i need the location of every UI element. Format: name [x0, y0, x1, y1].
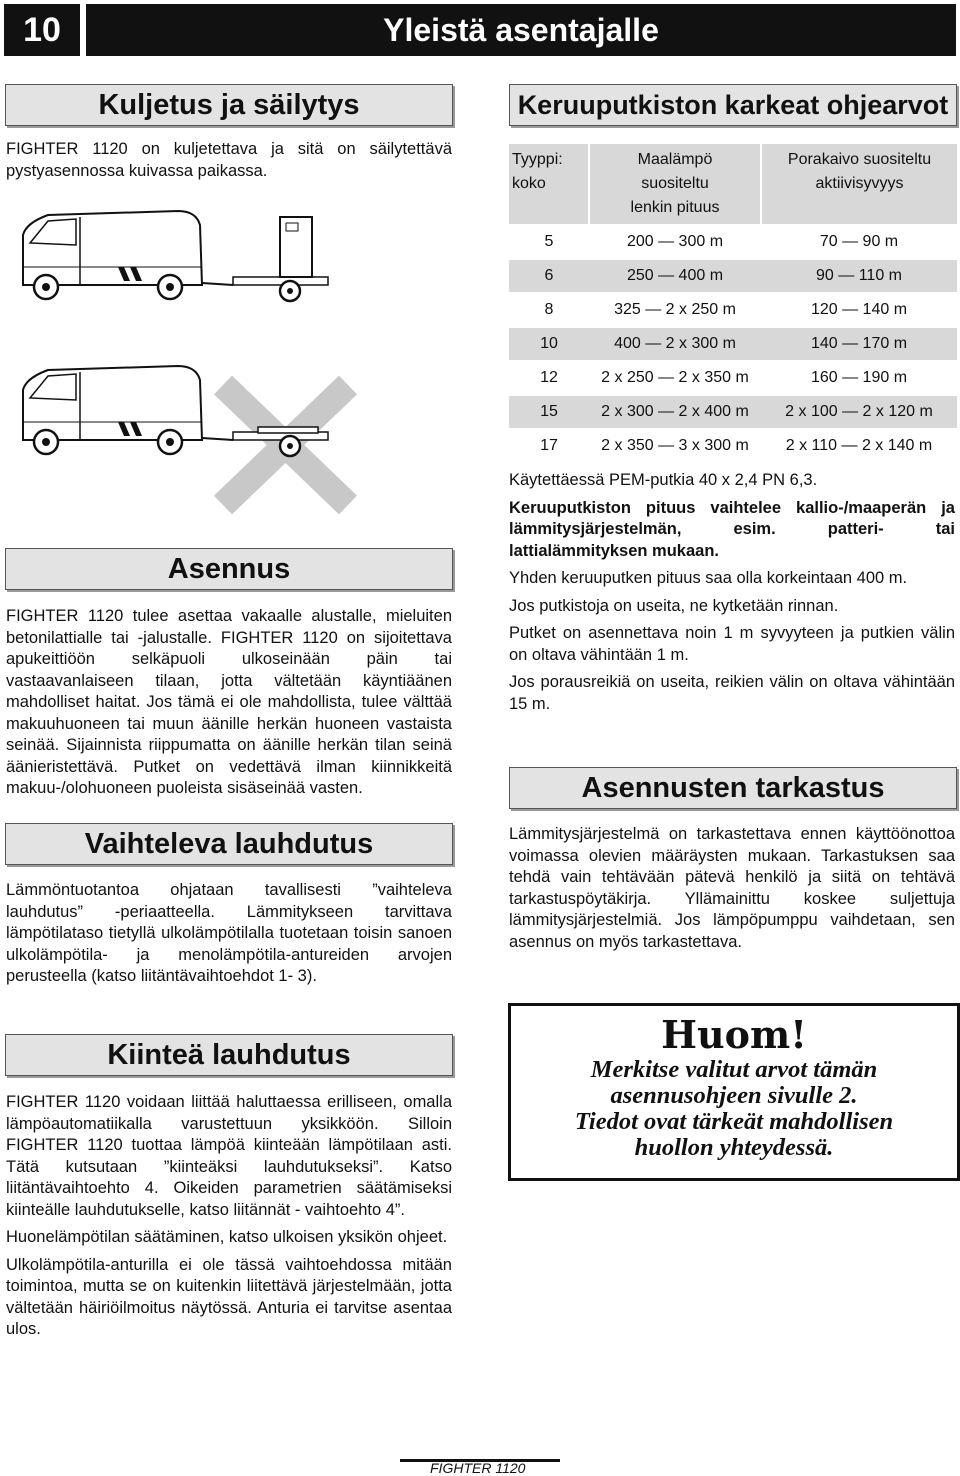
- kiintea-paragraph-1: FIGHTER 1120 voidaan liittää haluttaessa erilliseen, omalla lämpöautomatiikalla varustettuun yksikköön. Silloin FIGHTER 1120 tuottaa lämpöä kiinteään lämpötilaan asti. Tätä kutsutaan ”kiinteäksi lauhdutukseksi”. Katso liitäntävaihtoehto 4. Oikeiden parametrien säätämiseksi kiinteälle lauhdutukselle, katso liitännät - vaihtoehto 4”.: [6, 1093, 452, 1219]
- transport-illustration: [18, 205, 363, 525]
- vaihteleva-lauhdutus-text: Lämmöntuotantoa ohjataan tavallisesti ”vaihteleva lauhdutus” -periaatteella. Lämmitykseen tarvittava lämpötilataso tietyllä ulkolämpötilalla tuotetaan toisin sanoen ulkolämpötila- ja menolämpötila-antureiden arvojen perusteella (katso liitäntävaihtoehdot 1- 3).: [6, 881, 452, 985]
- section-title-asennusten-tarkastus: Asennusten tarkastus: [509, 767, 957, 809]
- asennus-text: FIGHTER 1120 tulee asettaa vakaalle alustalle, mieluiten betonilattialle tai -jalustalle. FIGHTER 1120 on sijoitettava apukeittiöön selkäpuoli ulkoseinään päin tai vastaavanlaiseen tilaan, jotta vältetään käyntiäänen mahdolliset haitat. Jos tämä ei ole mahdollista, tulee välttää makuuhuoneen tai muun äänille herkän huoneen vastaista seinää. Sijainnista riippumatta on äänille herkän tilan seinä äänieristettävä. Putket on vedettävä ilman kiinnikkeitä makuu-/olohuoneen puoleista sisäseinää vasten.: [6, 607, 452, 797]
- kuljetus-text: FIGHTER 1120 on kuljetettava ja sitä on säilytettävä pystyasennossa kuivassa paikassa.: [6, 140, 452, 180]
- keruu-note-4: Jos putkistoja on useita, ne kytketään rinnan.: [509, 596, 839, 615]
- table-header-tyyppi: Tyyppi: koko: [509, 144, 589, 225]
- table-cell: 2 x 300 — 2 x 400 m: [589, 395, 761, 429]
- notice-line: asennusohjeen sivulle 2.: [610, 1082, 858, 1109]
- footer-label: FIGHTER 1120: [430, 1460, 526, 1476]
- table-cell: 2 x 350 — 3 x 300 m: [589, 429, 761, 462]
- table-row: [509, 293, 957, 327]
- keruu-note-6: Jos porausreikiä on useita, reikien välin on oltava vähintään 15 m.: [509, 673, 955, 713]
- notice-line: Merkitse valitut arvot tämän: [590, 1056, 878, 1083]
- table-cell: 2 x 100 — 2 x 120 m: [761, 395, 957, 429]
- table-row: [509, 327, 957, 361]
- section-title-asennus: Asennus: [5, 548, 453, 590]
- table-cell: 325 — 2 x 250 m: [589, 293, 761, 327]
- table-cell: 120 — 140 m: [761, 293, 957, 327]
- section-title-kiintea-lauhdutus: Kiinteä lauhdutus: [5, 1034, 453, 1076]
- table-cell: 17: [509, 429, 589, 462]
- kiintea-paragraph-2: Huonelämpötilan säätäminen, katso ulkoisen yksikön ohjeet.: [6, 1228, 448, 1246]
- kiintea-paragraph-3: Ulkolämpötila-anturilla ei ole tässä vaihtoehdossa mitään toimintoa, mutta se on kuitenkin liitettävä järjestelmään, jotta vältetään häiriöilmoitus näytössä. Anturia ei tarvitse asentaa ulos.: [6, 1255, 452, 1338]
- notice-line: Tiedot ovat tärkeät mahdollisen: [574, 1108, 894, 1135]
- table-cell: 200 — 300 m: [589, 225, 761, 259]
- table-cell: 160 — 190 m: [761, 361, 957, 395]
- table-row: [509, 395, 957, 429]
- table-header-maalampo: Maalämpö suositeltu lenkin pituus: [589, 144, 761, 225]
- table-row: [509, 429, 957, 462]
- table-header-porakaivo: Porakaivo suositeltu aktiivisyvyys: [761, 144, 957, 225]
- keruu-note-1: Käytettäessä PEM-putkia 40 x 2,4 PN 6,3.: [509, 471, 818, 489]
- table-row: [509, 259, 957, 293]
- table-row: [509, 225, 957, 259]
- table-cell: 2 x 250 — 2 x 350 m: [589, 361, 761, 395]
- notice-body: [511, 1057, 957, 1161]
- table-cell: 15: [509, 395, 589, 429]
- table-cell: 400 — 2 x 300 m: [589, 327, 761, 361]
- table-cell: 5: [509, 225, 589, 259]
- table-cell: 90 — 110 m: [761, 259, 957, 293]
- van-lying-illustration: [23, 366, 328, 456]
- table-cell: 12: [509, 361, 589, 395]
- section-title-keruuputkisto: Keruuputkiston karkeat ohjearvot: [509, 84, 957, 126]
- kiintea-lauhdutus-text: [6, 1092, 452, 1347]
- table-cell: 70 — 90 m: [761, 225, 957, 259]
- table-cell: 250 — 400 m: [589, 259, 761, 293]
- keruu-note-5: Putket on asennettava noin 1 m syvyyteen ja putkien välin on oltava vähintään 1 m.: [509, 624, 955, 664]
- table-cell: 8: [509, 293, 589, 327]
- van-upright-illustration: [23, 211, 328, 301]
- notice-title: Huom!: [661, 1012, 807, 1057]
- notice-box: [508, 1003, 960, 1181]
- table-cell: 10: [509, 327, 589, 361]
- table-header-row: [509, 144, 957, 225]
- notice-line: huollon yhteydessä.: [634, 1134, 834, 1161]
- keruu-note-3: Yhden keruuputken pituus saa olla korkeintaan 400 m.: [509, 569, 908, 587]
- section-title-kuljetus: Kuljetus ja säilytys: [5, 84, 453, 126]
- page-title: Yleistä asentajalle: [86, 4, 956, 56]
- page-number: 10: [4, 4, 80, 56]
- table-cell: 140 — 170 m: [761, 327, 957, 361]
- keruuputkisto-notes: [509, 470, 955, 721]
- table-cell: 6: [509, 259, 589, 293]
- asennusten-tarkastus-text: Lämmitysjärjestelmä on tarkastettava ennen käyttöönottoa voimassa olevien määräysten mukaan. Tarkastuksen saa tehdä vain tehtävään pätevä henkilö ja siitä on tehtävä tarkastuspöytäkirja. Yllämainittu koskee suljettuja lämmitysjärjestelmiä. Jos lämpöpumppu vaihdetaan, sen asennus on myös tarkastettava.: [509, 825, 955, 951]
- section-title-vaihteleva-lauhdutus: Vaihteleva lauhdutus: [5, 823, 453, 865]
- table-cell: 2 x 110 — 2 x 140 m: [761, 429, 957, 462]
- keruuputkisto-table: [509, 144, 957, 462]
- keruu-note-2: Keruuputkiston pituus vaihtelee kallio-/maaperän ja lämmitysjärjestelmän, esim. patteri- tai lattialämmityksen mukaan.: [509, 498, 955, 560]
- table-row: [509, 361, 957, 395]
